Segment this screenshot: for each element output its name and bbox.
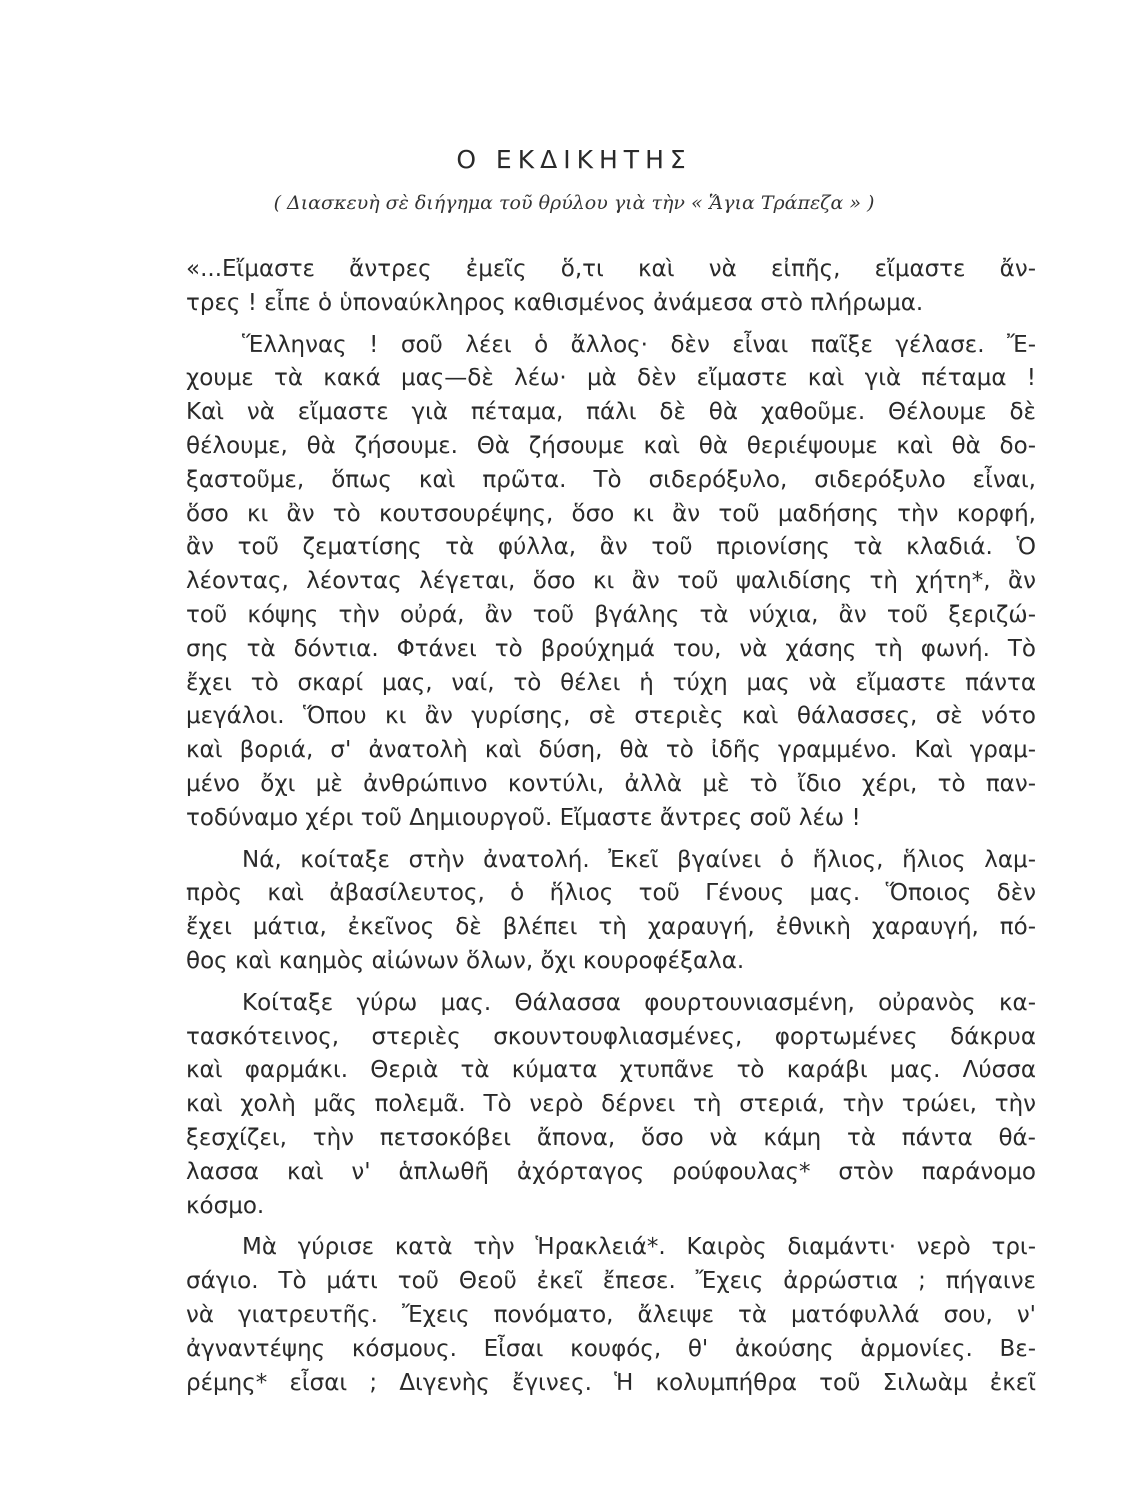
paragraph <box>186 844 1036 979</box>
text-line: ὅσο κι ἂν τὸ κουτσουρέψης, ὅσο κι ἂν τοῦ μαδήσης τὴν κορφή, <box>186 500 1036 527</box>
text-line: θέλουμε, θὰ ζήσουμε. Θὰ ζήσουμε καὶ θὰ θεριέψουμε καὶ θὰ δο- <box>186 432 1036 459</box>
text-line: χουμε τὰ κακά μας—δὲ λέω· μὰ δὲν εἴμαστε καὶ γιὰ πέταμα ! <box>186 365 1036 392</box>
text-line: ἔχει μάτια, ἐκεῖνος δὲ βλέπει τὴ χαραυγή, ἐθνικὴ χαραυγή, πό- <box>186 914 1036 941</box>
text-line: τοδύναμο χέρι τοῦ Δημιουργοῦ. Εἴμαστε ἄντρες σοῦ λέω ! <box>186 804 861 831</box>
text-line: ξαστοῦμε, ὅπως καὶ πρῶτα. Τὸ σιδερόξυλο, σιδερόξυλο εἶναι, <box>186 466 1036 493</box>
text-line: ἀγναντέψης κόσμους. Εἶσαι κουφός, θ' ἀκούσης ἁρμονίες. Βε- <box>186 1335 1036 1362</box>
text-line: ἂν τοῦ ζεματίσης τὰ φύλλα, ἂν τοῦ πριονίσης τὰ κλαδιά. Ὁ <box>186 534 1036 561</box>
text-line: σης τὰ δόντια. Φτάνει τὸ βρούχημά του, νὰ χάσης τὴ φωνή. Τὸ <box>186 635 1036 662</box>
text-line: Κοίταξε γύρω μας. Θάλασσα φουρτουνιασμένη, οὐρανὸς κα- <box>242 989 1036 1016</box>
text-line: ρέμης* εἶσαι ; Διγενὴς ἔγινες. Ἡ κολυμπήθρα τοῦ Σιλωὰμ ἐκεῖ <box>186 1369 1036 1396</box>
text-line: μεγάλοι. Ὅπου κι ἂν γυρίσης, σὲ στεριὲς καὶ θάλασσες, σὲ νότο <box>186 703 1036 730</box>
text-line: Ἕλληνας ! σοῦ λέει ὁ ἄλλος· δὲν εἶναι παῖξε γέλασε. Ἔ- <box>242 331 1036 358</box>
paragraph <box>186 1231 1036 1400</box>
paragraph-gap <box>186 1223 1036 1231</box>
text-line: Νά, κοίταξε στὴν ἀνατολή. Ἐκεῖ βγαίνει ὁ ἥλιος, ἥλιος λαμ- <box>242 846 1036 873</box>
text-line: καὶ φαρμάκι. Θεριὰ τὰ κύματα χτυπᾶνε τὸ καράβι μας. Λύσσα <box>186 1057 1036 1084</box>
text-line: θος καὶ καημὸς αἰώνων ὅλων, ὄχι κουροφέξαλα. <box>186 947 745 974</box>
text-line: πρὸς καὶ ἀβασίλευτος, ὁ ἥλιος τοῦ Γένους μας. Ὅποιος δὲν <box>186 880 1036 907</box>
paragraph-gap <box>186 836 1036 844</box>
text-line: τρες ! εἶπε ὁ ὑποναύκληρος καθισμένος ἀνάμεσα στὸ πλήρωμα. <box>186 289 924 316</box>
text-line: Καὶ νὰ εἴμαστε γιὰ πέταμα, πάλι δὲ θὰ χαθοῦμε. Θέλουμε δὲ <box>186 399 1036 426</box>
text-line: νὰ γιατρευτῆς. Ἔχεις πονόματο, ἄλειψε τὰ ματόφυλλά σου, ν' <box>186 1301 1036 1328</box>
text-line: «...Εἴμαστε ἄντρες ἐμεῖς ὅ,τι καὶ νὰ εἰπῆς, εἴμαστε ἄν- <box>186 256 1036 282</box>
page-subtitle: ( Διασκευὴ σὲ διήγημα τοῦ θρύλου γιὰ τὴν « Ἅγια Τράπεζα » ) <box>273 192 875 214</box>
text-line: ἔχει τὸ σκαρί μας, ναί, τὸ θέλει ἡ τύχη μας νὰ εἴμαστε πάντα <box>186 669 1036 696</box>
paragraph <box>186 253 1036 321</box>
text-line: τασκότεινος, στεριὲς σκουντουφλιασμένες, φορτωμένες δάκρυα <box>186 1023 1036 1050</box>
paragraph-gap <box>186 321 1036 329</box>
text-line: λέοντας, λέοντας λέγεται, ὅσο κι ἂν τοῦ ψαλιδίσης τὴ χήτη*, ἂν <box>186 568 1036 595</box>
text-line: καὶ βοριά, σ' ἀνατολὴ καὶ δύση, θὰ τὸ ἰδῆς γραμμένο. Καὶ γραμ- <box>186 737 1036 764</box>
text-line: τοῦ κόψης τὴν οὐρά, ἂν τοῦ βγάλης τὰ νύχια, ἂν τοῦ ξεριζώ- <box>186 601 1036 628</box>
text-line: σάγιο. Τὸ μάτι τοῦ Θεοῦ ἐκεῖ ἔπεσε. Ἔχεις ἀρρώστια ; πήγαινε <box>186 1268 1036 1295</box>
text-line: μένο ὄχι μὲ ἀνθρώπινο κοντύλι, ἀλλὰ μὲ τὸ ἴδιο χέρι, τὸ παν- <box>186 770 1036 797</box>
text-line: κόσμο. <box>186 1192 265 1219</box>
paragraph <box>186 987 1036 1224</box>
paragraph-gap <box>186 979 1036 987</box>
paragraph <box>186 329 1036 836</box>
body-text <box>186 253 1036 1400</box>
text-line: ξεσχίζει, τὴν πετσοκόβει ἄπονα, ὅσο νὰ κάμη τὰ πάντα θά- <box>186 1124 1036 1151</box>
text-line: καὶ χολὴ μᾶς πολεμᾶ. Τὸ νερὸ δέρνει τὴ στεριά, τὴν τρώει, τὴν <box>186 1091 1036 1118</box>
page-title: Ο ΕΚΔΙΚΗΤΗΣ <box>456 145 692 174</box>
text-line: Μὰ γύρισε κατὰ τὴν Ἡρακλειά*. Καιρὸς διαμάντι· νερὸ τρι- <box>242 1234 1036 1261</box>
text-line: λασσα καὶ ν' ἁπλωθῆ ἀχόρταγος ρούφουλας* στὸν παράνομο <box>186 1158 1036 1185</box>
